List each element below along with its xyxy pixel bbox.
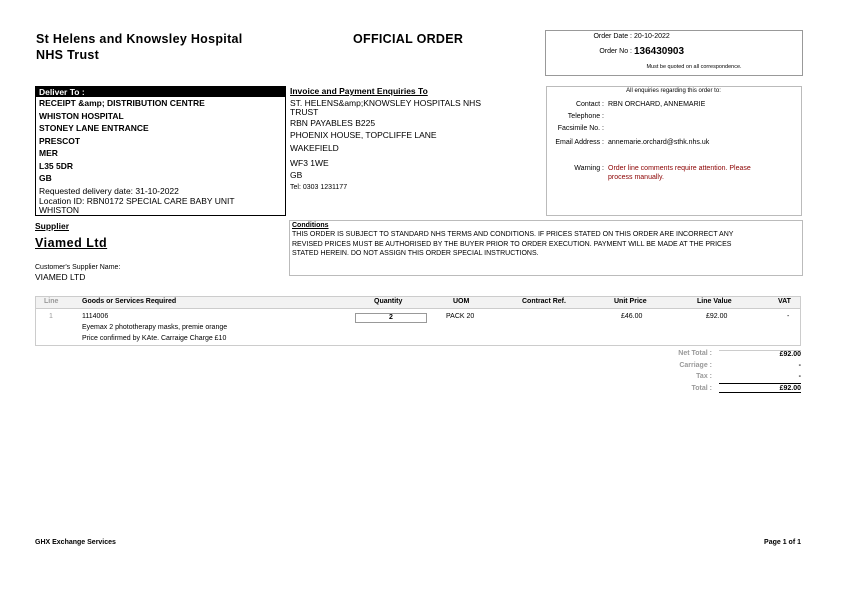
customer-supplier-value: VIAMED LTD [35,272,86,282]
email-value: annemarie.orchard@sthk.nhs.uk [608,139,710,146]
total-rule [719,383,801,384]
col-vat: VAT [778,298,791,305]
deliver-line: WHISTON HOSPITAL [39,110,124,121]
conditions-line: REVISED PRICES MUST BE AUTHORISED BY THE BUYER PRIOR TO ORDER EXECUTION. PAYMENT WILL BE MADE AT THE PRICES [292,240,732,248]
conditions-line: STATED HEREIN. DO NOT ASSIGN THIS ORDER SPECIAL INSTRUCTIONS. [292,250,539,257]
tax-value: - [798,373,801,380]
col-contract-ref: Contract Ref. [522,298,566,305]
supplier-heading: Supplier [35,221,70,231]
contact-value: RBN ORCHARD, ANNEMARIE [608,101,706,108]
contact-label: Contact : [575,101,604,108]
order-date-value: 20-10-2022 [634,33,670,40]
order-lines-table [35,296,801,346]
carriage-value: - [798,362,801,369]
deliver-heading: Deliver To : [36,87,285,97]
row-item-code: 1114006 [82,313,109,320]
warning-label: Warning : [574,165,604,172]
carriage-label: Carriage : [679,362,712,369]
invoice-line: WAKEFIELD [290,143,339,153]
row-description: Eyemax 2 phototherapy masks, premie orange [82,324,228,331]
row-line-value: £92.00 [706,313,728,320]
hospital-name [36,31,243,63]
table-row [35,309,801,346]
total-label: Total : [691,385,712,392]
deliver-line: STONEY LANE ENTRANCE [39,123,149,133]
row-comment: Price confirmed by KAte. Carraige Charge £10 [82,335,227,342]
net-total-label: Net Total : [678,350,712,357]
row-quantity: 2 [355,313,427,323]
footer-exchange: GHX Exchange Services [35,539,116,546]
invoice-line: ST. HELENS&amp;KNOWSLEY HOSPITALS NHS [290,98,481,108]
conditions-box [289,220,803,276]
order-no-label: Order No : [599,48,632,55]
order-date-label: Order Date : [593,33,632,40]
total-value: £92.00 [719,385,801,393]
quote-note: Must be quoted on all correspondence. [646,64,742,70]
deliver-line: L35 5DR [39,160,74,171]
order-info-box [545,30,803,76]
enquiries-note: All enquiries regarding this order to: [626,88,721,94]
invoice-line: GB [290,170,303,180]
net-total-value: £92.00 [719,350,801,358]
col-unit-price: Unit Price [614,298,647,305]
telephone-label: Telephone : [567,113,604,120]
conditions-heading: Conditions [292,222,329,229]
hospital-line-1: St Helens and Knowsley Hospital [36,32,243,46]
col-line: Line [44,298,59,305]
deliver-line: RECEIPT &amp; DISTRIBUTION CENTRE [39,98,205,108]
deliver-line: GB [39,173,52,183]
deliver-to-box [35,86,286,216]
warning-text-cont: process manually. [608,174,664,181]
invoice-line: TRUST [290,107,319,117]
col-uom: UOM [453,298,470,305]
invoice-line: WF3 1WE [290,158,329,168]
table-header [35,296,801,309]
customer-supplier-label: Customer's Supplier Name: [35,264,121,271]
conditions-line: THIS ORDER IS SUBJECT TO STANDARD NHS TERMS AND CONDITIONS. IF PRICES STATED ON THIS ORDER ARE INCORRECT ANY [292,231,734,238]
document-title: OFFICIAL ORDER [353,32,464,46]
location-id-cont: WHISTON [39,205,79,215]
hospital-line-2: NHS Trust [36,48,100,62]
page-number: Page 1 of 1 [764,539,801,546]
email-label: Email Address : [555,139,604,146]
col-line-value: Line Value [697,298,732,305]
row-unit-price: £46.00 [621,313,643,320]
requested-delivery-date: Requested delivery date: 31-10-2022 [39,185,179,196]
location-id: Location ID: RBN0172 SPECIAL CARE BABY UNIT [39,196,235,206]
invoice-line: RBN PAYABLES B225 [290,118,376,128]
invoice-address [290,99,540,181]
row-uom: PACK 20 [446,313,475,320]
deliver-line: PRESCOT [39,135,81,146]
invoice-telephone: Tel: 0303 1231177 [290,184,348,191]
facsimile-label: Facsimile No. : [557,125,604,132]
supplier-name: Viamed Ltd [35,236,108,250]
deliver-line: MER [39,148,58,158]
col-goods: Goods or Services Required [82,298,177,305]
row-vat: - [787,313,790,320]
warning-text: Order line comments require attention. Please [608,165,751,172]
row-line-no: 1 [49,313,53,320]
col-quantity: Quantity [374,298,403,305]
tax-label: Tax : [696,373,712,380]
invoice-heading: Invoice and Payment Enquiries To [290,86,428,96]
invoice-line: PHOENIX HOUSE, TOPCLIFFE LANE [290,130,437,140]
order-no-value: 136430903 [634,46,685,57]
